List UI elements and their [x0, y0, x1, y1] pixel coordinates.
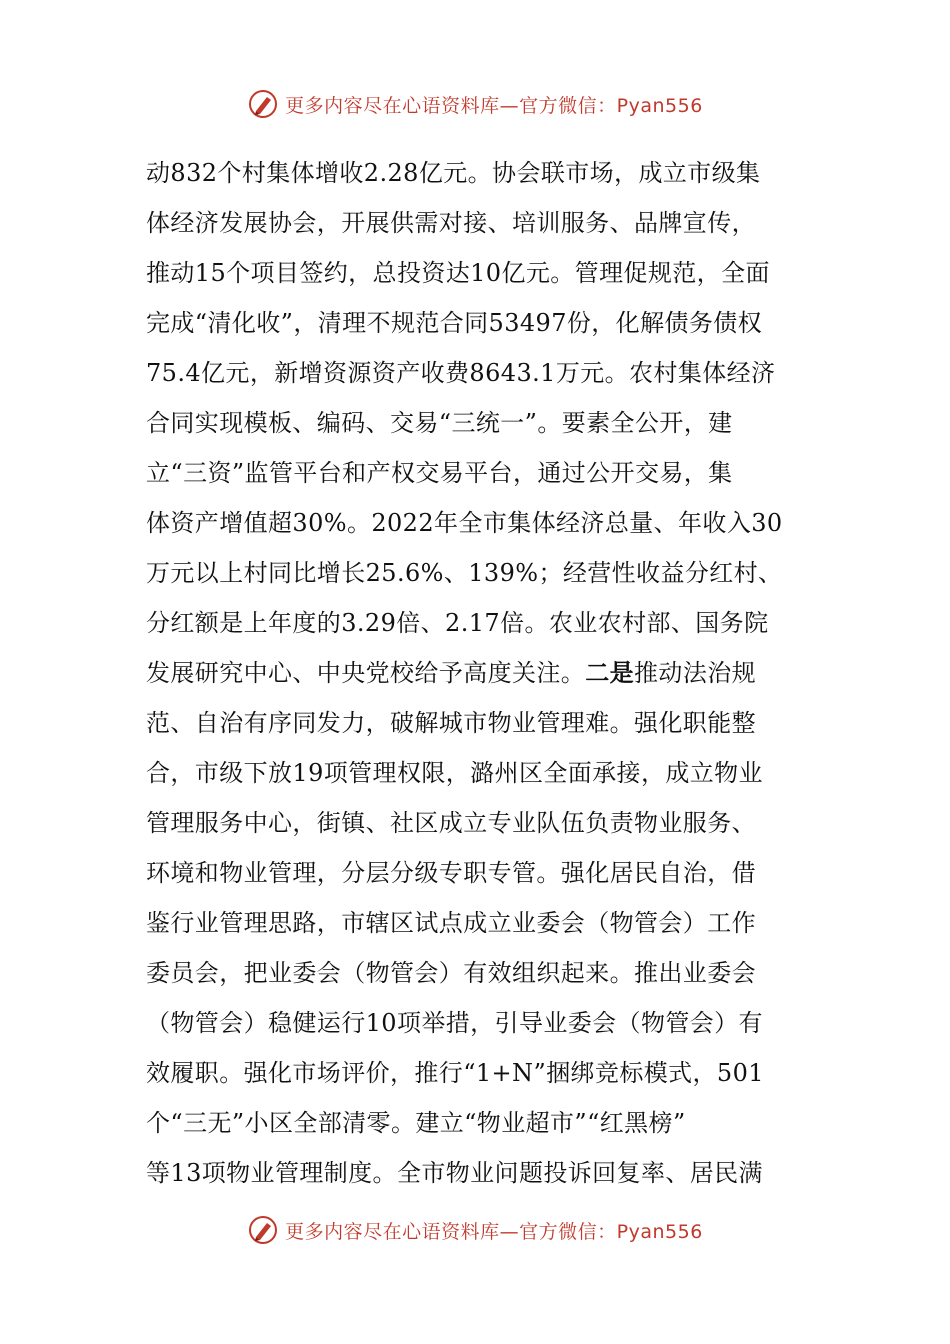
footer-watermark-banner: [0, 1210, 950, 1250]
pen-nib-logo-icon: [247, 1214, 279, 1246]
text-line: （物管会）稳健运行10项举措，引导业委会（物管会）有: [146, 1009, 763, 1037]
text-line-with-bold: [146, 648, 810, 698]
pen-nib-logo-icon: [247, 88, 279, 120]
bold-marker: 二是: [585, 659, 635, 687]
text-line: 体经济发展协会，开展供需对接、培训服务、品牌宣传，: [146, 209, 756, 237]
document-body: [146, 148, 810, 1198]
text-line: 效履职。强化市场评价，推行“1+N”捆绑竞标模式，501: [146, 1059, 764, 1087]
header-watermark-banner: [0, 84, 950, 124]
text-line: 鉴行业管理思路，市辖区试点成立业委会（物管会）工作: [146, 909, 756, 937]
text-line: 等13项物业管理制度。全市物业问题投诉回复率、居民满: [146, 1159, 763, 1187]
text-line: 万元以上村同比增长25.6%、139%；经营性收益分红村、: [146, 559, 783, 587]
text-line: 合同实现模板、编码、交易“三统一”。要素全公开，建: [146, 409, 733, 437]
text-line: 分红额是上年度的3.29倍、2.17倍。农业农村部、国务院: [146, 609, 769, 637]
watermark-text: 更多内容尽在心语资料库—官方微信：Pyan556: [285, 1220, 703, 1243]
text-line: 75.4亿元，新增资源资产收费8643.1万元。农村集体经济: [146, 359, 776, 387]
text-line: 合，市级下放19项管理权限，潞州区全面承接，成立物业: [146, 759, 763, 787]
text-line: 委员会，把业委会（物管会）有效组织起来。推出业委会: [146, 959, 756, 987]
text-line: 管理服务中心，街镇、社区成立专业队伍负责物业服务、: [146, 809, 756, 837]
text-line: 范、自治有序同发力，破解城市物业管理难。强化职能整: [146, 709, 756, 737]
text-segment: 推动法治规: [634, 659, 757, 687]
text-line: 推动15个项目签约，总投资达10亿元。管理促规范，全面: [146, 259, 770, 287]
text-line: 立“三资”监管平台和产权交易平台，通过公开交易，集: [146, 459, 733, 487]
text-line: 体资产增值超30%。2022年全市集体经济总量、年收入30: [146, 509, 783, 537]
text-line: 环境和物业管理，分层分级专职专管。强化居民自治，借: [146, 859, 756, 887]
text-line: 完成“清化收”，清理不规范合同53497份，化解债务债权: [146, 309, 763, 337]
text-segment: 发展研究中心、中央党校给予高度关注。: [146, 659, 586, 687]
text-line: 动832个村集体增收2.28亿元。协会联市场，成立市级集: [146, 159, 761, 187]
watermark-text: 更多内容尽在心语资料库—官方微信：Pyan556: [285, 94, 703, 117]
text-line: 个“三无”小区全部清零。建立“物业超市”“红黑榜”: [146, 1109, 686, 1137]
